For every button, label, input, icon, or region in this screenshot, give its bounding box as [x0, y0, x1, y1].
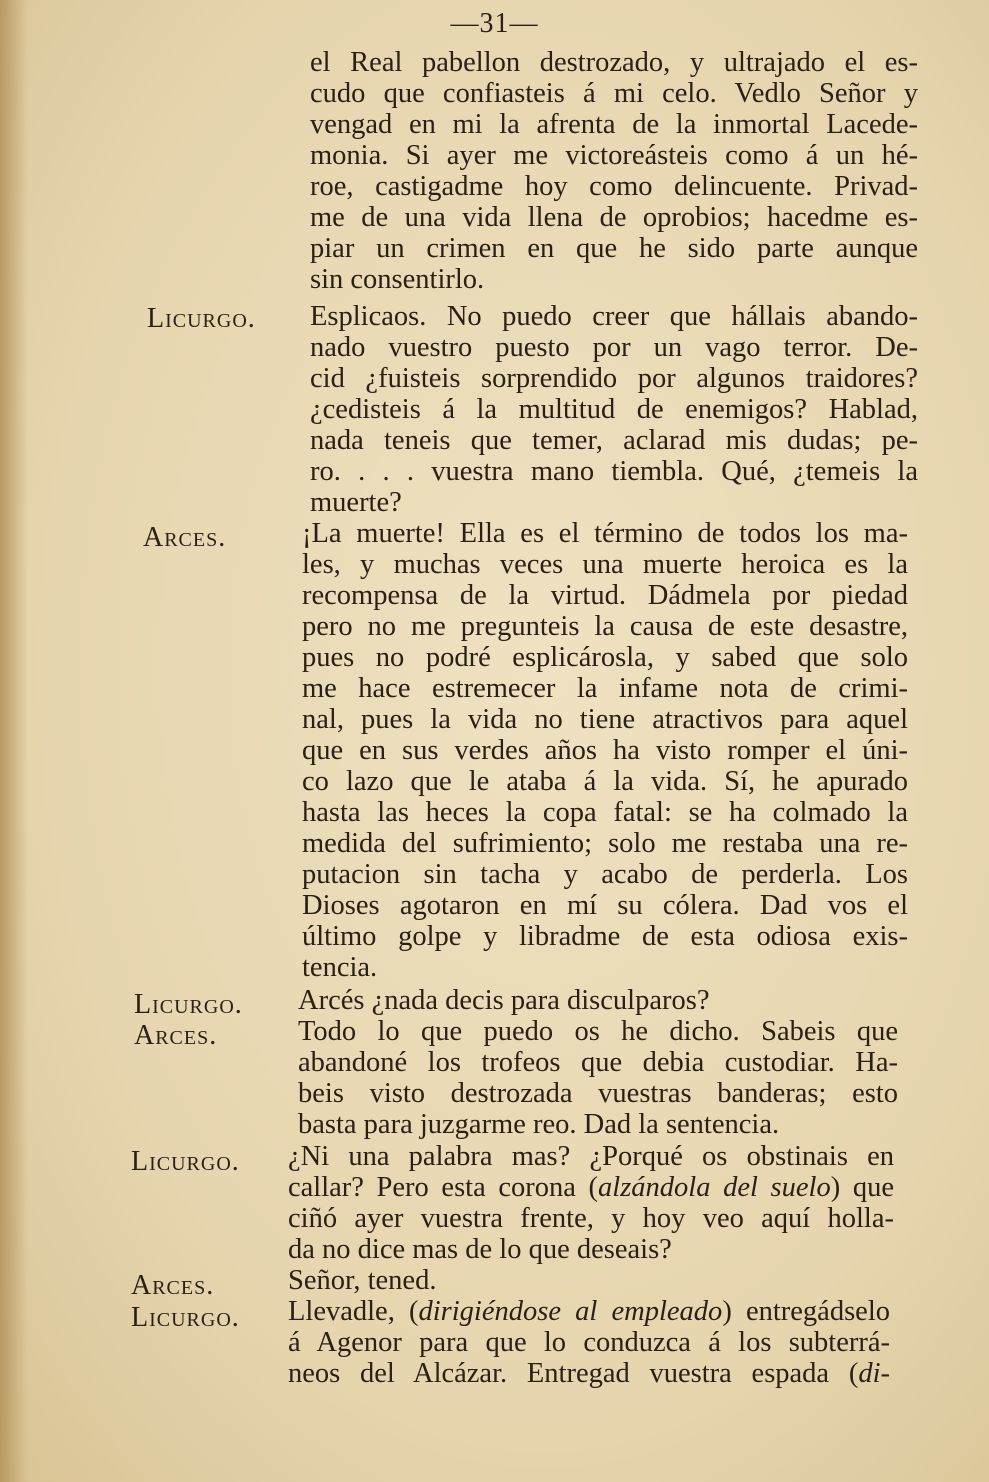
text-line: neos del Alcázar. Entregad vuestra espada (di-: [288, 1358, 890, 1389]
text-line: ro. . . . vuestra mano tiembla. Qué, ¿temeis la: [310, 456, 918, 487]
text-line: ¡La muerte! Ella es el término de todos los ma-: [302, 518, 908, 549]
text-line: recompensa de la virtud. Dádmela por piedad: [302, 580, 908, 611]
text-line: nado vuestro puesto por un vago terror. De-: [310, 332, 918, 363]
dialogue-continuation: [310, 47, 918, 295]
text-line: monia. Si ayer me victoreásteis como á un hé-: [310, 140, 918, 171]
text-line: da no dice mas de lo que deseais?: [288, 1234, 672, 1265]
text-line: ¿Ni una palabra mas? ¿Porqué os obstinais en: [288, 1141, 894, 1172]
dialogue-speech: [310, 301, 918, 518]
text-line: putacion sin tacha y acabo de perderla. Los: [302, 859, 908, 890]
text-line: beis visto destrozada vuestras banderas; esto: [298, 1078, 898, 1109]
text-line: abandoné los trofeos que debia custodiar. Ha-: [298, 1047, 898, 1078]
page-number: —31—: [450, 8, 539, 39]
text-line: callar? Pero esta corona (alzándola del suelo) que: [288, 1172, 895, 1203]
dialogue-speech: [288, 1296, 890, 1389]
text-line: muerte?: [310, 487, 402, 518]
dialogue-speech: [302, 518, 908, 983]
text-line: me hace estremecer la infame nota de crimi-: [302, 673, 908, 704]
text-line: nal, pues la vida no tiene atractivos para aquel: [302, 704, 908, 735]
stage-direction: di-: [858, 1358, 890, 1389]
text-line: Arcés ¿nada decis para disculparos?: [298, 985, 710, 1016]
text-line: Todo lo que puedo os he dicho. Sabeis que: [298, 1016, 898, 1047]
text-line: vengad en mi la afrenta de la inmortal Lacede-: [310, 109, 918, 140]
text-line: Dioses agotaron en mí su cólera. Dad vos el: [302, 890, 908, 921]
text-line: Señor, tened.: [288, 1265, 437, 1296]
speaker-name: Licurgo.: [131, 1302, 240, 1333]
speaker-name: Arces.: [134, 1020, 218, 1051]
text-line: co lazo que le ataba á la vida. Sí, he apurado: [302, 766, 908, 797]
text-line: último golpe y libradme de esta odiosa exis-: [302, 921, 908, 952]
text-line: hasta las heces la copa fatal: se ha colmado la: [302, 797, 908, 828]
text-line: á Agenor para que lo conduzca á los subterrá-: [288, 1327, 890, 1358]
text-line: Llevadle, (dirigiéndose al empleado) entregádselo: [288, 1296, 890, 1327]
text-line: les, y muchas veces una muerte heroica es la: [302, 549, 908, 580]
text-line: sin consentirlo.: [310, 264, 485, 295]
text-line: Esplicaos. No puedo creer que hállais abando-: [310, 301, 918, 332]
text-line: nada teneis que temer, aclarad mis dudas; pe-: [310, 425, 918, 456]
speaker-name: Licurgo.: [147, 303, 256, 334]
stage-direction: alzándola del suelo: [598, 1172, 831, 1203]
text-line: me de una vida llena de oprobios; hacedme es-: [310, 202, 918, 233]
speaker-name: Licurgo.: [134, 989, 243, 1020]
dialogue-speech: [298, 1016, 898, 1140]
dialogue-speech: [288, 1265, 894, 1296]
text-line: que en sus verdes años ha visto romper el úni-: [302, 735, 908, 766]
speaker-name: Licurgo.: [131, 1146, 240, 1177]
text-line: cid ¿fuisteis sorprendido por algunos traidores?: [310, 363, 918, 394]
speaker-name: Arces.: [143, 522, 227, 553]
text-line: pues no podré esplicárosla, y sabed que solo: [302, 642, 908, 673]
text-line: ciñó ayer vuestra frente, y hoy veo aquí holla-: [288, 1203, 894, 1234]
text-line: piar un crimen en que he sido parte aunque: [310, 233, 918, 264]
text-line: el Real pabellon destrozado, y ultrajado el es-: [310, 47, 918, 78]
text-line: cudo que confiasteis á mi celo. Vedlo Señor y: [310, 78, 918, 109]
dialogue-speech: [288, 1141, 894, 1265]
stage-direction: dirigiéndose al empleado: [418, 1296, 723, 1327]
text-line: roe, castigadme hoy como delincuente. Privad-: [310, 171, 918, 202]
dialogue-speech: [298, 985, 898, 1016]
text-line: medida del sufrimiento; solo me restaba una re-: [302, 828, 908, 859]
text-line: pero no me pregunteis la causa de este desastre,: [302, 611, 908, 642]
speaker-name: Arces.: [131, 1270, 215, 1301]
text-line: ¿cedisteis á la multitud de enemigos? Hablad,: [310, 394, 918, 425]
text-line: tencia.: [302, 952, 378, 983]
text-line: basta para juzgarme reo. Dad la sentencia.: [298, 1109, 780, 1140]
page-edge-stain: [0, 0, 28, 1482]
